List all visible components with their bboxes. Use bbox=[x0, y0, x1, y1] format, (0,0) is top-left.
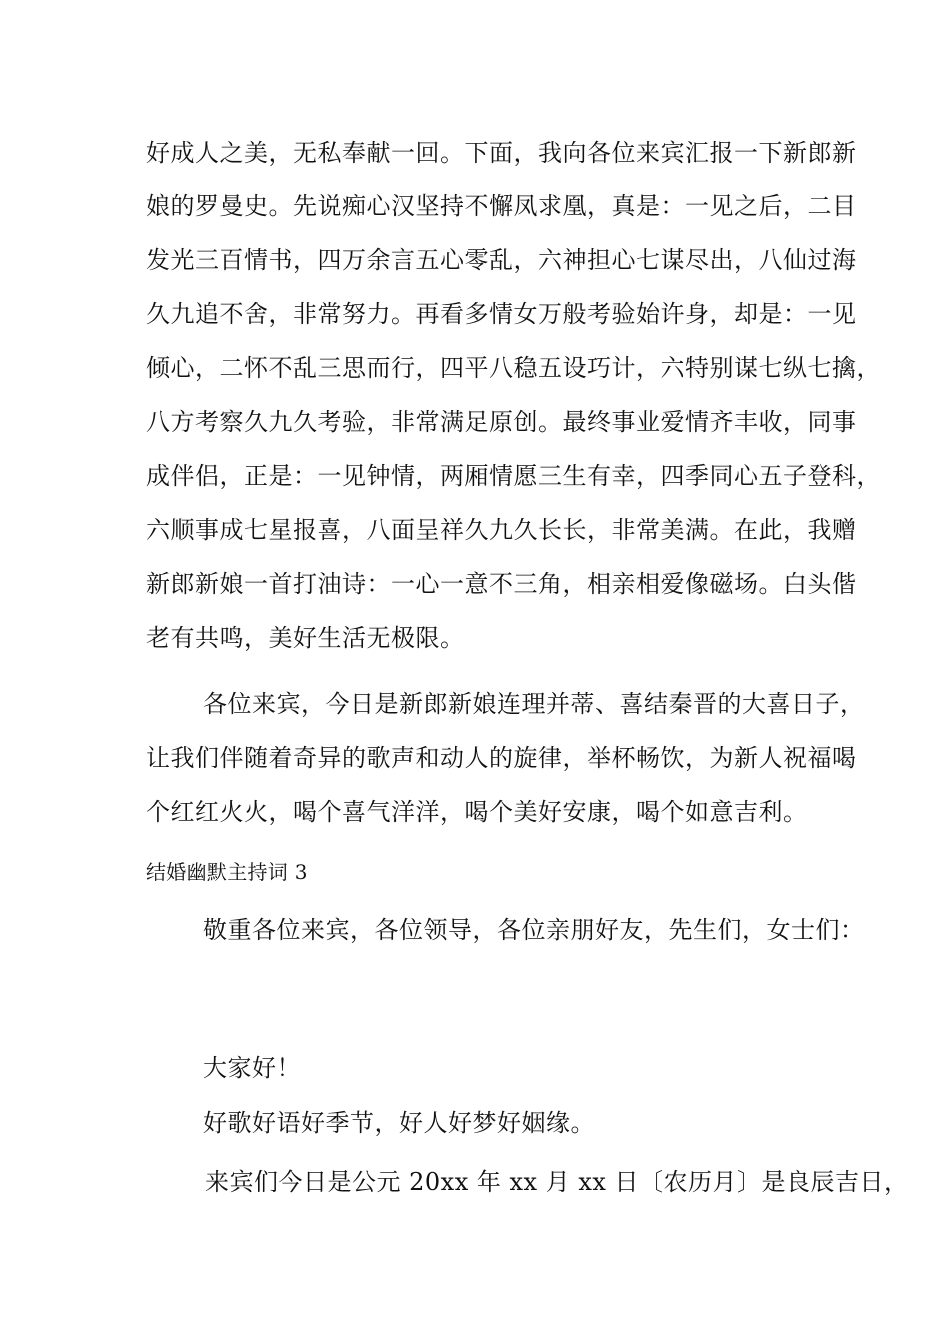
section-heading: 结婚幽默主持词 3 bbox=[146, 860, 308, 884]
paragraph-1-line-9: 新郎新娘一首打油诗：一心一意不三角，相亲相爱像磁场。白头偕 bbox=[146, 570, 857, 598]
paragraph-1-line-1: 好成人之美，无私奉献一回。下面，我向各位来宾汇报一下新郎新 bbox=[146, 139, 857, 167]
paragraph-2-line-1: 各位来宾，今日是新郎新娘连理并蒂、喜结秦晋的大喜日子， bbox=[203, 690, 865, 718]
hello-line: 大家好！ bbox=[203, 1054, 301, 1082]
paragraph-1-line-6: 八方考察久九久考验，非常满足原创。最终事业爱情齐丰收，同事 bbox=[146, 408, 857, 436]
paragraph-1-line-5: 倾心，二怀不乱三思而行，四平八稳五设巧计，六特别谋七纵七擒， bbox=[146, 354, 881, 382]
greeting-line: 敬重各位来宾，各位领导，各位亲朋好友，先生们，女士们： bbox=[203, 916, 865, 944]
paragraph-1-line-3: 发光三百情书，四万余言五心零乱，六神担心七谋尽出，八仙过海 bbox=[146, 246, 857, 274]
date-line: 来宾们今日是公元 20xx 年 xx 月 xx 日〔农历月〕是良辰吉日， bbox=[205, 1168, 909, 1196]
paragraph-1-line-8: 六顺事成七星报喜，八面呈祥久九久长长，非常美满。在此，我赠 bbox=[146, 516, 857, 544]
paragraph-1-line-4: 久九追不舍，非常努力。再看多情女万般考验始许身，却是：一见 bbox=[146, 300, 857, 328]
paragraph-1-line-2: 娘的罗曼史。先说痴心汉坚持不懈凤求凰，真是：一见之后，二目 bbox=[146, 192, 857, 220]
paragraph-1-line-10: 老有共鸣，美好生活无极限。 bbox=[146, 624, 465, 652]
couplet-line: 好歌好语好季节，好人好梦好姻缘。 bbox=[203, 1109, 595, 1137]
paragraph-2-line-2: 让我们伴随着奇异的歌声和动人的旋律，举杯畅饮，为新人祝福喝 bbox=[146, 744, 857, 772]
paragraph-2-line-3: 个红红火火，喝个喜气洋洋，喝个美好安康，喝个如意吉利。 bbox=[146, 798, 808, 826]
paragraph-1-line-7: 成伴侣，正是：一见钟情，两厢情愿三生有幸，四季同心五子登科， bbox=[146, 462, 881, 490]
